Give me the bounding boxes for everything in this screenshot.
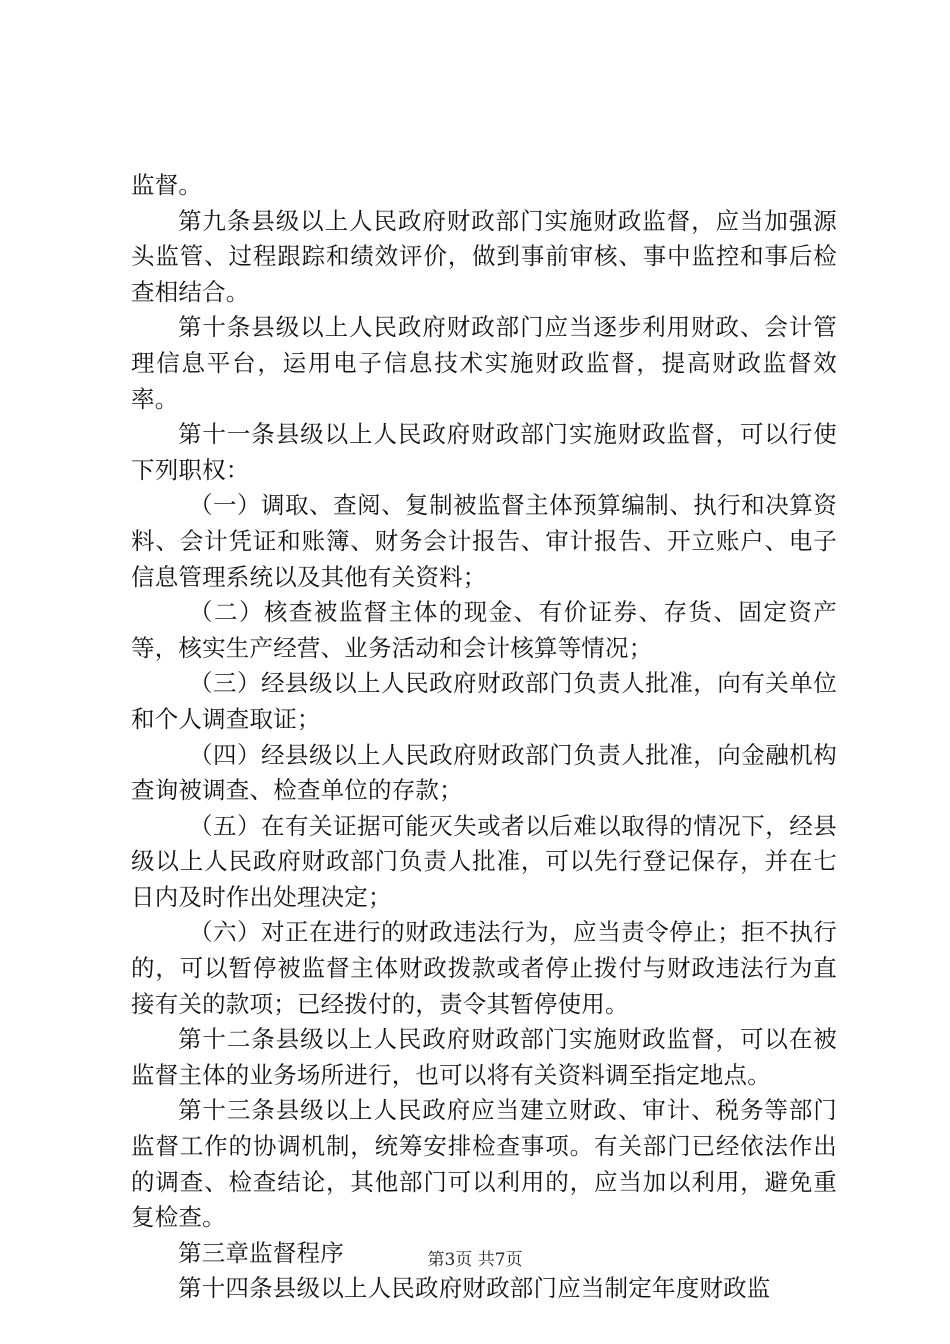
article-11-item-6: （六）对正在进行的财政违法行为，应当责令停止；拒不执行的，可以暂停被监督主体财政拨款或者停止拨付与财政违法行为直接有关的款项；已经拨付的，责令其暂停使用。 — [131, 918, 837, 1018]
article-9: 第九条县级以上人民政府财政部门实施财政监督，应当加强源头监管、过程跟踪和绩效评价，做到事前审核、事中监控和事后检查相结合。 — [131, 206, 837, 306]
article-10: 第十条县级以上人民政府财政部门应当逐步利用财政、会计管理信息平台，运用电子信息技术实施财政监督，提高财政监督效率。 — [131, 313, 837, 413]
article-11: 第十一条县级以上人民政府财政部门实施财政监督，可以行使下列职权： — [131, 420, 837, 484]
article-11-item-1: （一）调取、查阅、复制被监督主体预算编制、执行和决算资料、会计凭证和账簿、财务会计报告、审计报告、开立账户、电子信息管理系统以及其他有关资料； — [131, 491, 837, 591]
article-12: 第十二条县级以上人民政府财政部门实施财政监督，可以在被监督主体的业务场所进行，也可以将有关资料调至指定地点。 — [131, 1025, 837, 1089]
article-14: 第十四条县级以上人民政府财政部门应当制定年度财政监 — [178, 1274, 771, 1303]
article-11-item-3: （三）经县级以上人民政府财政部门负责人批准，向有关单位和个人调查取证； — [131, 669, 837, 733]
article-13: 第十三条县级以上人民政府应当建立财政、审计、税务等部门监督工作的协调机制，统筹安排检查事项。有关部门已经依法作出的调查、检查结论，其他部门可以利用的，应当加以利用，避免重复检查。 — [131, 1096, 837, 1232]
article-11-item-4: （四）经县级以上人民政府财政部门负责人批准，向金融机构查询被调查、检查单位的存款； — [131, 740, 837, 805]
chapter-heading: 第三章监督程序 — [178, 1238, 344, 1267]
document-body — [131, 168, 837, 1307]
article-11-item-5: （五）在有关证据可能灭失或者以后难以取得的情况下，经县级以上人民政府财政部门负责人批准，可以先行登记保存，并在七日内及时作出处理决定； — [131, 811, 837, 911]
page-footer: 第3页 共7页 — [427, 1250, 523, 1270]
paragraph-continuation: 监督。 — [131, 171, 203, 199]
article-11-item-2: （二）核查被监督主体的现金、有价证券、存货、固定资产等，核实生产经营、业务活动和会计核算等情况； — [131, 598, 837, 662]
